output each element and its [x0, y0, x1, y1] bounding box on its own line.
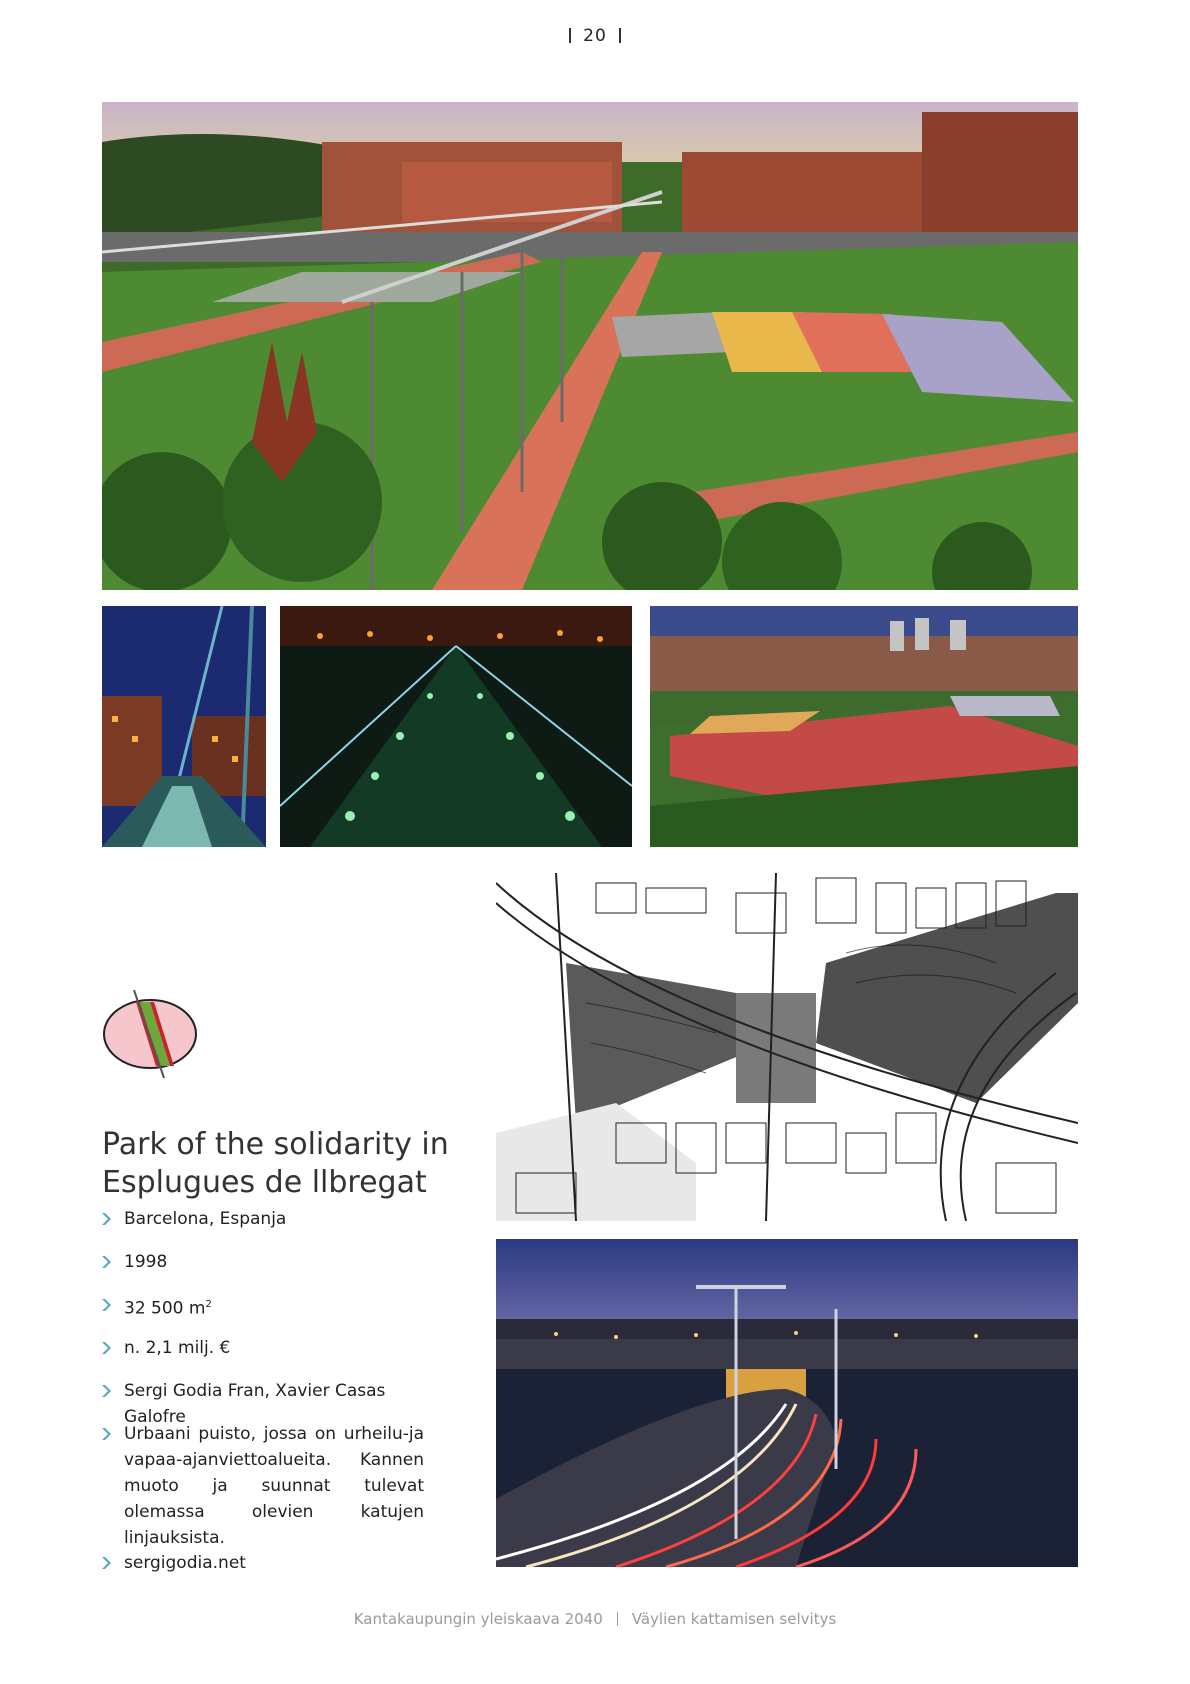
night-walkway-photo: [102, 606, 266, 847]
page-number: [0, 26, 1190, 46]
footer-right-text: Väylien kattamisen selvitys: [631, 1610, 837, 1628]
fact-area-value: 32 500 m: [124, 1298, 206, 1319]
chevron-right-icon: [102, 1557, 111, 1569]
chevron-right-icon: [102, 1299, 111, 1311]
chevron-right-icon: [102, 1385, 111, 1397]
site-plan-drawing: [496, 873, 1078, 1221]
chevron-right-icon: [102, 1342, 111, 1354]
project-icon: [100, 990, 200, 1080]
project-title-line2: Esplugues de llbregat: [102, 1165, 427, 1200]
highway-tunnel-night-photo: [496, 1239, 1078, 1567]
page-number-bar-right: [619, 28, 621, 43]
fact-cost-text: n. 2,1 milj. €: [124, 1338, 231, 1358]
dusk-park-photo: [650, 606, 1078, 847]
fact-location-text: Barcelona, Espanja: [124, 1209, 287, 1229]
project-title: [102, 1126, 462, 1202]
footer-left-text: Kantakaupungin yleiskaava 2040: [353, 1610, 603, 1628]
fact-year-text: 1998: [124, 1252, 168, 1272]
park-aerial-photo: [102, 102, 1078, 590]
chevron-right-icon: [102, 1428, 111, 1440]
footer-separator: [617, 1612, 618, 1626]
page-number-text: 20: [583, 26, 607, 46]
page-footer: [0, 1610, 1190, 1628]
page-number-bar-left: [569, 28, 571, 43]
fact-area-unit-sup: 2: [205, 1299, 212, 1310]
fact-architects-text: Sergi Godia Fran, Xavier Casas Galofre: [124, 1381, 386, 1427]
fact-website-text: sergigodia.net: [124, 1553, 246, 1573]
chevron-right-icon: [102, 1256, 111, 1268]
project-title-line1: Park of the solidarity in: [102, 1127, 449, 1162]
chevron-right-icon: [102, 1213, 111, 1225]
fact-description-text: Urbaani puisto, jossa on urheilu-ja vapaa-ajanviettoalueita. Kannen muoto ja suunnat tulevat olemassa olevien katujen linjauksista.: [124, 1424, 424, 1548]
fact-area-text: [124, 1292, 424, 1322]
night-park-lights-photo: [280, 606, 632, 847]
